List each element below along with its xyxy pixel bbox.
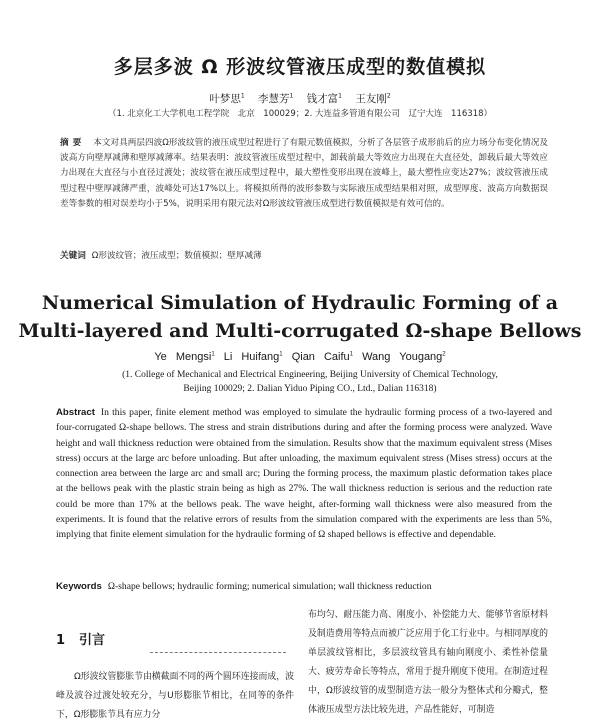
author-cn-2: 李慧芳$^1$ [258, 92, 294, 105]
chinese-keywords [60, 249, 548, 261]
section-title: 引言 [79, 633, 106, 648]
author-en-1: Ye Mengsi$^1$ [154, 351, 215, 363]
english-keywords-text: Ω-shape bellows; hydraulic forming; numerical simulation; wall thickness reduction [107, 581, 432, 592]
chinese-affiliation: （1. 北京化工大学机电工程学院 北京 100029；2. 大连益多管道有限公司 辽宁大连 116318） [107, 109, 493, 119]
english-authors [0, 351, 600, 363]
chinese-keywords-label: 关键词 [60, 251, 86, 261]
intro-right-column: 布均匀、耐压能力高、刚度小、补偿能力大、能够节省原材料及制造费用等特点而被广泛应用于化工行业中。与相同厚度的单层波纹管相比，多层波纹管具有轴向刚度小、柔性补偿量大、疲劳寿命长等特点，常用于提升刚度下使用。在制造过程中，Ω形波纹管的成型制造方法一般分为整体式和分瓣式，整体液压成型方法比较先进，产品性能好，可制造 [308, 610, 548, 715]
chinese-abstract-label: 摘要 [60, 138, 86, 148]
english-title [0, 289, 600, 345]
english-keywords-label: Keywords [56, 581, 102, 592]
chinese-authors [0, 91, 600, 106]
english-affiliation: (1. College of Mechanical and Electrical Engineering, Beijing University of Chemical Technology, Beijing 100029; 2. Dalian Yiduo Piping CO., Ltd., Dalian 116318) [122, 370, 498, 394]
section-divider [150, 652, 286, 653]
english-abstract-text: In this paper, finite element method was employed to simulate the hydraulic forming process of a two-layered and four-corrugated Ω-shape bellows. The stress and strain distributions during and after the forming process were analyzed. Wave height and wall thickness reduction were obtained from the simulation. Results show that the maximum equivalent stress (Mises stress) occurs at the large arc before unloading. But after unloading, the maximum equivalent stress (Mises stress) occurs at the connection area between the large arc and small arc; During the forming process, the maximum plastic deformation takes place at the bellows peak with the plastic strain being as high as 27%. The wall thickness reduction is serious and the reduction rate could be more than 17% at the bellows peak. The wave height, after-forming wall thickness were also measured from the experiments. It is found that the relative errors of results from the simulation compared with the experiments are less than 5%, implying that finite element simulation for the hydraulic forming of Ω shaped bellows is effective and dependable. [56, 407, 552, 541]
author-cn-4: 王友刚$^2$ [355, 92, 391, 105]
english-title-line-2: Multi-layered and Multi-corrugated Ω-shape Bellows [18, 320, 582, 342]
chinese-title: 多层多波 Ω 形波纹管液压成型的数值模拟 [113, 56, 487, 78]
intro-left-column: Ω形波纹管膨胀节由横截面不同的两个圆环连接而成，波峰及波谷过渡处较充分，与U形膨胀节相比，在同等的条件下，Ω形膨胀节具有应力分 [56, 672, 294, 720]
section-number: 1 [56, 633, 66, 648]
author-cn-3: 钱才富$^1$ [306, 92, 342, 105]
section-heading-introduction [56, 629, 105, 648]
author-en-4: Wang Yougang$^2$ [362, 351, 446, 363]
author-en-2: Li Huifang$^1$ [223, 351, 283, 363]
english-title-line-1: Numerical Simulation of Hydraulic Forming of a [41, 292, 559, 314]
english-abstract [56, 405, 552, 543]
chinese-abstract-text: 本文对具两层四波Ω形波纹管的液压成型过程进行了有限元数值模拟，分析了各层管子成形前后的应力场分布变化情况及波高方向壁厚减薄和壁厚减薄率。结果表明：波纹管液压成型过程中，卸载前最大等效应力出现在大直径处，卸载后最大等效应力出现在大直径与小直径过渡处；波纹管在液压成型过程中，最大塑性变形出现在波峰上，最大塑性应变达27%；波纹管液压成型过程中壁厚减薄严重，波峰处可达17%以上。将模拟所得的波形参数与实际液压成型结果相对照，成型厚度、波高方向数据误差等参数的相对误差均小于5%，说明采用有限元法对Ω形波纹管液压成型进行数值模拟是有效可信的。 [60, 138, 548, 209]
chinese-keywords-text: Ω形波纹管；液压成型；数值模拟；壁厚减薄 [91, 251, 262, 261]
chinese-abstract [60, 136, 548, 212]
english-keywords [56, 581, 552, 592]
author-en-3: Qian Caifu$^1$ [291, 351, 354, 363]
author-cn-1: 叶梦思$^1$ [209, 92, 245, 105]
english-abstract-label: Abstract [56, 407, 95, 418]
